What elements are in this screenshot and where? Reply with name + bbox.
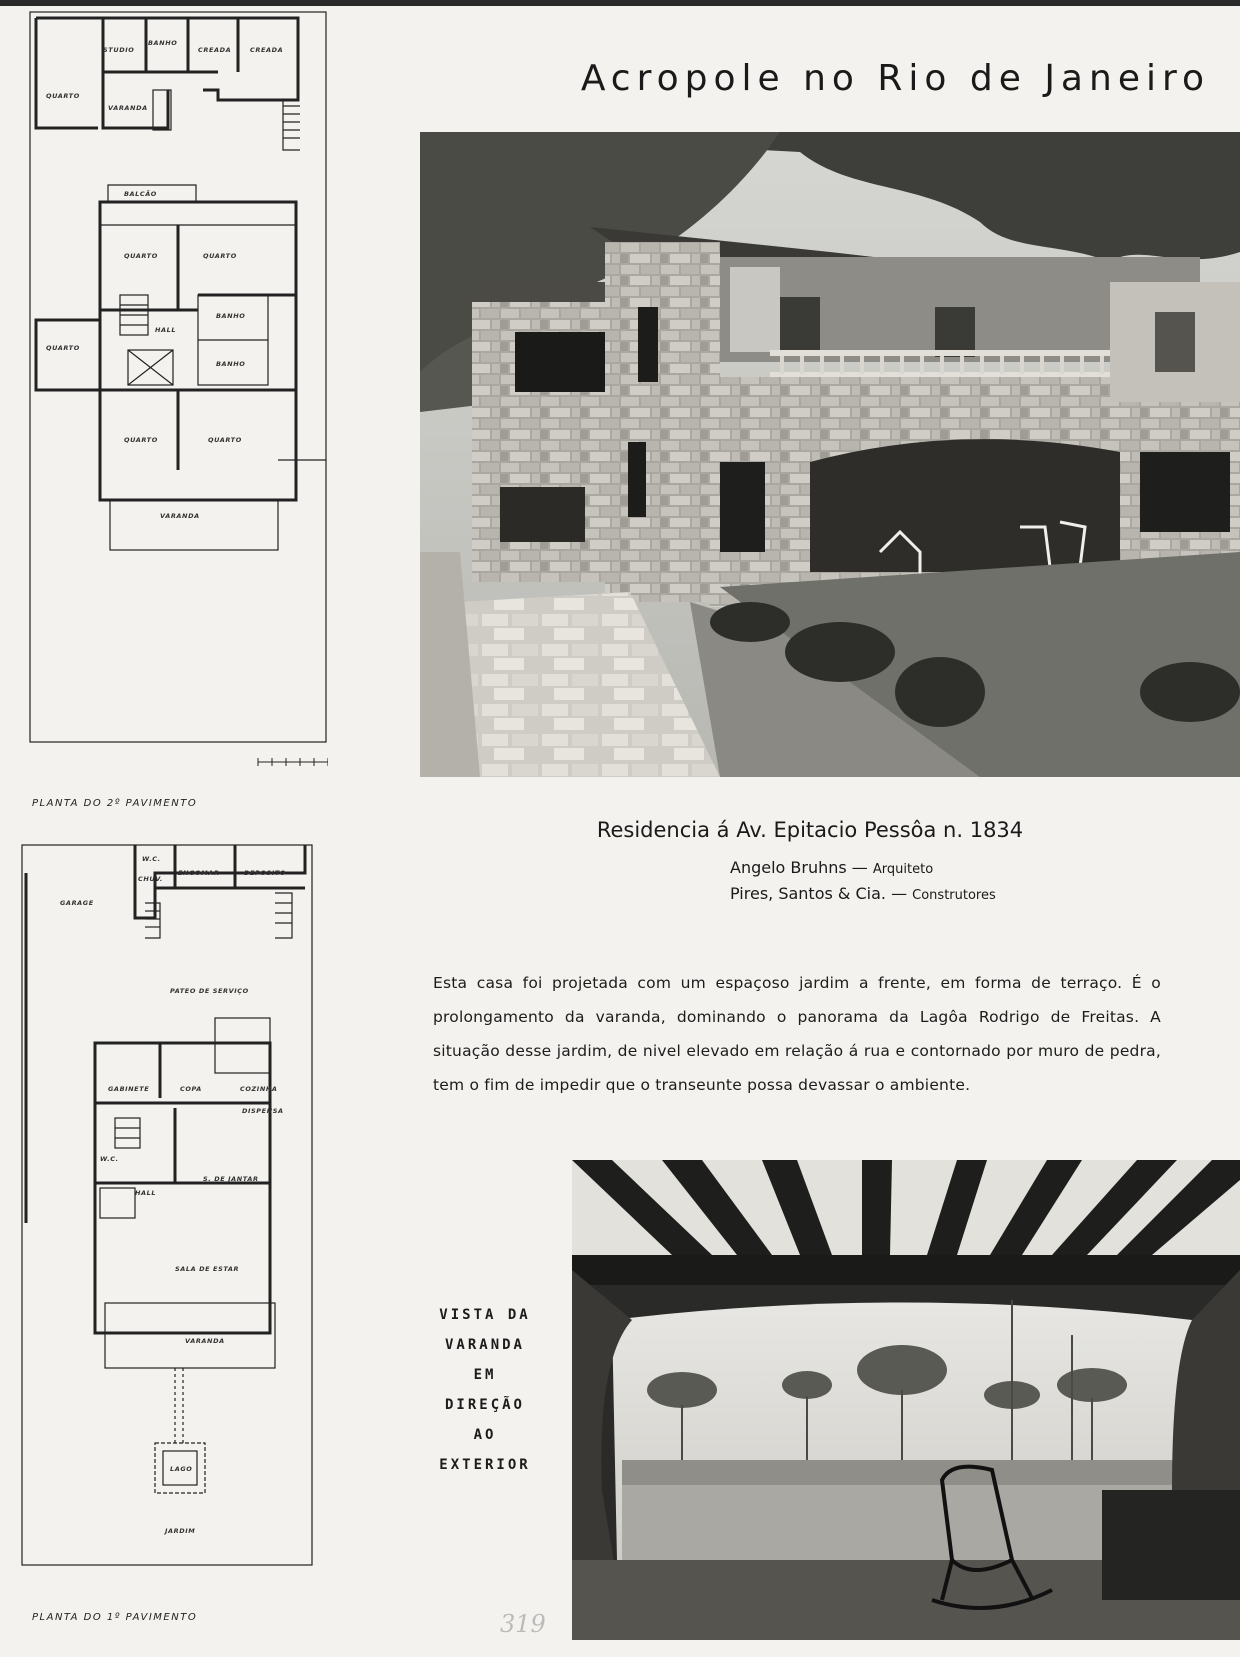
room-studio: STUDIO bbox=[103, 46, 135, 54]
caption-line: DIREÇÃO bbox=[444, 1397, 525, 1413]
room-quarto-d: QUARTO bbox=[208, 436, 242, 444]
caption-line: AO bbox=[473, 1427, 497, 1443]
builder-name: Pires, Santos & Cia. — bbox=[730, 884, 908, 903]
room-creada-1: CREADA bbox=[198, 46, 232, 54]
room-quarto-b: QUARTO bbox=[203, 252, 237, 260]
room-quarto-c: QUARTO bbox=[124, 436, 158, 444]
room-hall: HALL bbox=[135, 1189, 157, 1197]
floor-plan-1st bbox=[20, 843, 320, 1613]
page-title: Acropole no Rio de Janeiro bbox=[580, 58, 1210, 99]
house-exterior-photo bbox=[420, 132, 1240, 777]
architect-name: Angelo Bruhns — bbox=[730, 858, 868, 877]
room-dispensa: DISPENSA bbox=[242, 1107, 284, 1115]
room-pateo: PATEO DE SERVIÇO bbox=[170, 987, 249, 995]
room-wc-top: W.C. bbox=[142, 855, 161, 863]
caption-line: VARANDA bbox=[444, 1337, 525, 1353]
room-jardim: JARDIM bbox=[165, 1527, 196, 1535]
room-engomar: ENGOMAR bbox=[178, 869, 220, 877]
description-paragraph: Esta casa foi projetada com um espaçoso jardim a frente, em forma de terraço. É o prolongamento da varanda, dominando o panorama da Lagôa Rodrigo de Freitas. A situação desse jardim, de nivel elevado em relação á rua e contornado por muro de pedra, tem o fim de impedir que o transeunte possa devassar o ambiente. bbox=[433, 973, 1161, 1094]
room-varanda: VARANDA bbox=[185, 1337, 225, 1345]
page-number: 319 bbox=[500, 1610, 546, 1638]
room-lago: LAGO bbox=[170, 1465, 193, 1473]
room-chuv: CHUV. bbox=[138, 875, 163, 883]
builder-credit bbox=[730, 884, 996, 903]
residence-heading: Residencia á Av. Epitacio Pessôa n. 1834 bbox=[596, 818, 1024, 842]
room-cozinha: COZINHA bbox=[240, 1085, 278, 1093]
room-quarto-a: QUARTO bbox=[124, 252, 158, 260]
top-border bbox=[0, 0, 1240, 6]
room-balcao: BALCÃO bbox=[124, 190, 157, 198]
porch-photo-caption bbox=[410, 1300, 560, 1480]
room-quarto-top: QUARTO bbox=[46, 92, 80, 100]
room-varanda: VARANDA bbox=[160, 512, 200, 520]
room-creada-2: CREADA bbox=[250, 46, 284, 54]
plan-label-2nd: PLANTA DO 2º PAVIMENTO bbox=[32, 798, 198, 809]
caption-line: EM bbox=[473, 1367, 497, 1383]
architect-credit bbox=[730, 858, 933, 877]
room-deposito: DEPOSITO bbox=[244, 869, 286, 877]
room-wc: W.C. bbox=[100, 1155, 119, 1163]
room-varanda-top: VARANDA bbox=[108, 104, 148, 112]
room-quarto-left: QUARTO bbox=[46, 344, 80, 352]
room-banho-a: BANHO bbox=[216, 312, 246, 320]
room-banho-top: BANHO bbox=[148, 39, 178, 47]
room-jantar: S. DE JANTAR bbox=[203, 1175, 259, 1183]
room-estar: SALA DE ESTAR bbox=[175, 1265, 240, 1273]
veranda-view-photo bbox=[572, 1160, 1240, 1640]
room-garage: GARAGE bbox=[60, 899, 94, 907]
room-hall: HALL bbox=[155, 326, 177, 334]
room-banho-b: BANHO bbox=[216, 360, 246, 368]
caption-line: EXTERIOR bbox=[439, 1457, 531, 1473]
room-gabinete: GABINETE bbox=[108, 1085, 150, 1093]
plan-label-1st: PLANTA DO 1º PAVIMENTO bbox=[32, 1612, 198, 1623]
architect-role: Arquiteto bbox=[872, 862, 934, 877]
caption-line: VISTA DA bbox=[439, 1307, 531, 1323]
floor-plan-2nd bbox=[28, 10, 328, 780]
room-copa: COPA bbox=[180, 1085, 202, 1093]
builder-role: Construtores bbox=[912, 888, 996, 903]
